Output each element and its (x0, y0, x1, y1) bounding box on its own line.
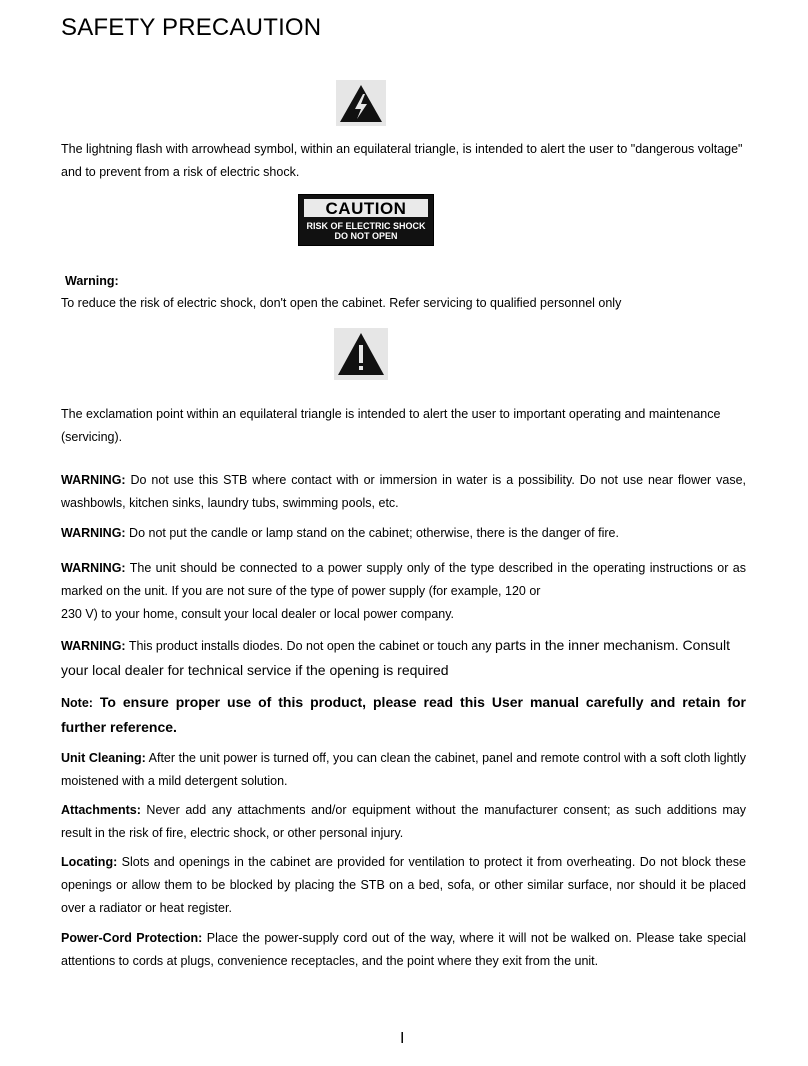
note-paragraph (61, 690, 746, 740)
warning-text-large: parts in the inner mechanism. Consult your local dealer for technical service if the opening is required (61, 637, 731, 678)
section-label: Locating: (61, 855, 118, 869)
section-attachments (61, 799, 746, 845)
section-label: Power-Cord Protection: (61, 931, 203, 945)
warning-text: This product installs diodes. Do not open the cabinet or touch any (125, 639, 496, 653)
warning-fire (61, 522, 746, 545)
section-text: Slots and openings in the cabinet are provided for ventilation to protect it from overheating. Do not block these openings or allow them to be blocked by placing the STB on a bed, sofa, or other similar surface, nor should it be placed over a radiator or heat register. (61, 855, 746, 915)
section-label: Attachments: (61, 803, 141, 817)
warning-label: WARNING: (61, 473, 126, 487)
warning-label: Warning: (65, 274, 119, 288)
warning-text: To reduce the risk of electric shock, don't open the cabinet. Refer servicing to qualified personnel only (61, 296, 622, 310)
warning-text: Do not use this STB where contact with or immersion in water is a possibility. Do not use near flower vase, washbowls, kitchen sinks, laundry tubs, swimming pools, etc. (61, 473, 746, 510)
warning-text: The unit should be connected to a power supply only of the type described in the operating instructions or as marked on the unit. If you are not sure of the type of power supply (for example, 120 or (61, 561, 746, 598)
caution-line1: RISK OF ELECTRIC SHOCK (306, 221, 426, 231)
caution-label (298, 194, 434, 246)
caution-heading: CAUTION (304, 199, 428, 217)
section-text: Place the power-supply cord out of the way, where it will not be walked on. Please take special attentions to cords at plugs, convenience receptacles, and the point where they exit from the unit. (61, 931, 746, 968)
warning-power-supply (61, 557, 746, 626)
section-power-cord (61, 927, 746, 973)
warning-label: WARNING: (61, 561, 126, 575)
warning-water (61, 469, 746, 515)
exclamation-triangle-icon (334, 328, 388, 380)
exclamation-symbol-description: The exclamation point within an equilateral triangle is intended to alert the user to important operating and maintenance (servicing). (61, 407, 721, 444)
section-text: After the unit power is turned off, you can clean the cabinet, panel and remote control with a soft cloth lightly moistened with a mild detergent solution. (61, 751, 747, 788)
warning-diodes (61, 633, 746, 683)
warning-text-continued: 230 V) to your home, consult your local dealer or local power company. (61, 607, 455, 621)
warning-text: Do not put the candle or lamp stand on the cabinet; otherwise, there is the danger of fire. (125, 526, 619, 540)
note-text: To ensure proper use of this product, please read this User manual carefully and retain for further reference. (61, 694, 746, 735)
caution-line2: DO NOT OPEN (334, 231, 398, 241)
warning-label: WARNING: (61, 639, 126, 653)
lightning-symbol-description: The lightning flash with arrowhead symbol, within an equilateral triangle, is intended to alert the user to "dangerous voltage" and to prevent from a risk of electric shock. (61, 142, 743, 179)
section-unit-cleaning (61, 747, 746, 793)
section-label: Unit Cleaning: (61, 751, 146, 765)
page-number: I (400, 1030, 405, 1047)
section-text: Never add any attachments and/or equipment without the manufacturer consent; as such additions may result in the risk of fire, electric shock, or other personal injury. (61, 803, 746, 840)
page-title: SAFETY PRECAUTION (61, 14, 322, 41)
warning-label: WARNING: (61, 526, 126, 540)
note-label: Note: (61, 696, 93, 710)
section-locating (61, 851, 746, 920)
lightning-triangle-icon (336, 80, 386, 126)
